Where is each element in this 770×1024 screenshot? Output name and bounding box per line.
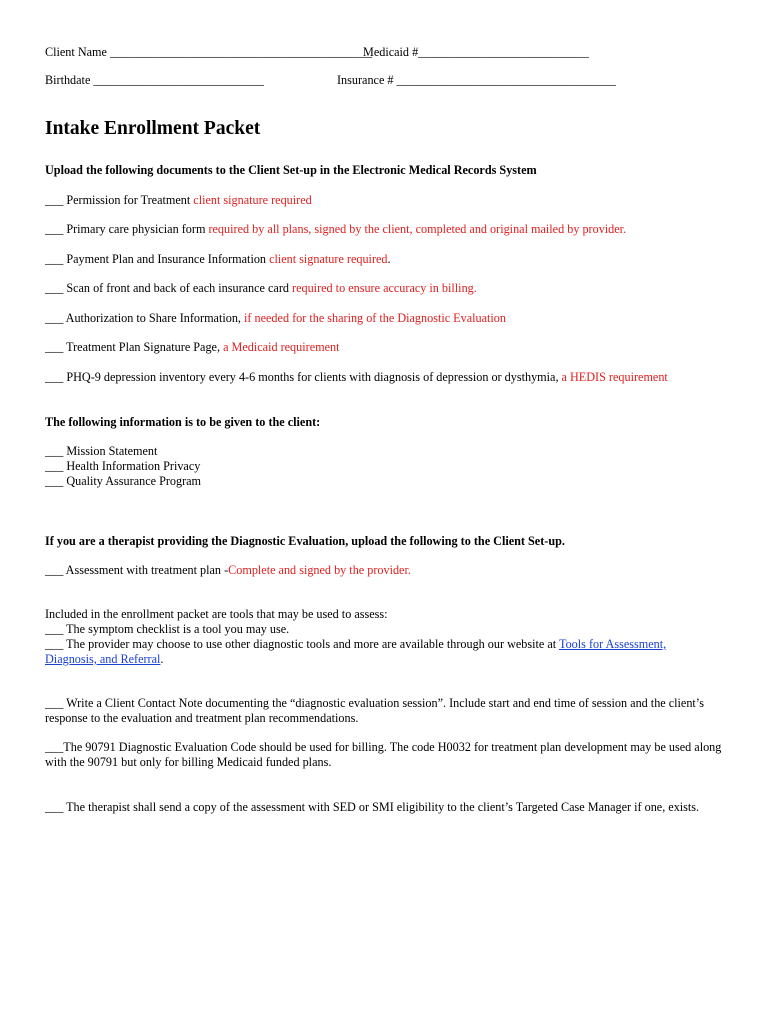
- assessment-item[interactable]: [45, 563, 411, 578]
- therapist-section-heading: If you are a therapist providing the Diagnostic Evaluation, upload the following to the Client Set-up.: [45, 534, 565, 548]
- checklist-item-text: ___ Scan of front and back of each insurance card: [45, 281, 293, 295]
- checklist-item[interactable]: [45, 370, 668, 385]
- billing-note-item[interactable]: ___The 90791 Diagnostic Evaluation Code should be used for billing. The code H0032 for treatment plan development may be used along with the 90791 but only for billing Medicaid funded plans.: [45, 740, 722, 769]
- tools-intro: Included in the enrollment packet are tools that may be used to assess:: [45, 607, 388, 621]
- diagnostic-tools-text: ___ The provider may choose to use other diagnostic tools and more are available through our website at: [45, 637, 559, 651]
- client-section-heading: The following information is to be given to the client:: [45, 415, 321, 429]
- requirement-note: client signature required: [193, 193, 312, 207]
- case-manager-item[interactable]: ___ The therapist shall send a copy of the assessment with SED or SMI eligibility to the client’s Targeted Case Manager if one, exists.: [45, 800, 700, 814]
- checklist-item-text: ___ Authorization to Share Information,: [45, 311, 245, 325]
- requirement-note: client signature required: [269, 252, 388, 266]
- checklist-item-text: ___ Primary care physician form: [45, 222, 209, 236]
- client-info-item[interactable]: ___ Mission Statement: [45, 444, 158, 458]
- insurance-field[interactable]: Insurance # ____________________________________: [337, 73, 616, 87]
- tools-link[interactable]: Tools for Assessment,: [559, 637, 667, 651]
- client-name-field[interactable]: Client Name ___________________________________________: [45, 45, 373, 59]
- medicaid-field[interactable]: Medicaid #____________________________: [363, 45, 589, 59]
- tools-link-cont[interactable]: Diagnosis, and Referral: [45, 652, 161, 666]
- diagnostic-tools-tail: .: [160, 652, 164, 666]
- birthdate-field[interactable]: Birthdate ____________________________: [45, 73, 265, 87]
- checklist-item-text: ___ Permission for Treatment: [45, 193, 194, 207]
- requirement-note: required by all plans, signed by the client, completed and original mailed by provider.: [208, 222, 627, 236]
- requirement-note: if needed for the sharing of the Diagnostic Evaluation: [244, 311, 506, 325]
- requirement-note: a HEDIS requirement: [561, 370, 668, 384]
- page-title: Intake Enrollment Packet: [45, 118, 261, 139]
- requirement-note: Complete and signed by the provider.: [228, 563, 411, 577]
- checklist-item-text: ___ Payment Plan and Insurance Information: [45, 252, 270, 266]
- assessment-item-text: ___ Assessment with treatment plan -: [45, 563, 229, 577]
- diagnostic-tools-item-cont: [45, 652, 163, 667]
- checklist-item[interactable]: [45, 281, 477, 296]
- upload-section-heading: Upload the following documents to the Client Set-up in the Electronic Medical Records System: [45, 163, 537, 177]
- requirement-note: a Medicaid requirement: [223, 340, 340, 354]
- symptom-checklist-item[interactable]: ___ The symptom checklist is a tool you may use.: [45, 622, 290, 636]
- requirement-note: required to ensure accuracy in billing.: [292, 281, 477, 295]
- client-info-item[interactable]: ___ Quality Assurance Program: [45, 474, 202, 488]
- checklist-item-tail: .: [387, 252, 391, 266]
- contact-note-item[interactable]: ___ Write a Client Contact Note documenting the “diagnostic evaluation session”. Include start and end time of session and the client’s response to the evaluation and treatment plan recommendations.: [45, 696, 704, 725]
- checklist-item[interactable]: [45, 222, 626, 237]
- client-info-item[interactable]: ___ Health Information Privacy: [45, 459, 201, 473]
- checklist-item[interactable]: [45, 311, 506, 326]
- diagnostic-tools-item[interactable]: [45, 637, 666, 652]
- checklist-item[interactable]: [45, 340, 339, 355]
- checklist-item-text: ___ PHQ-9 depression inventory every 4-6 months for clients with diagnosis of depression or dysthymia,: [45, 370, 562, 384]
- checklist-item[interactable]: [45, 193, 312, 208]
- checklist-item-text: ___ Treatment Plan Signature Page,: [45, 340, 224, 354]
- checklist-item[interactable]: [45, 252, 391, 267]
